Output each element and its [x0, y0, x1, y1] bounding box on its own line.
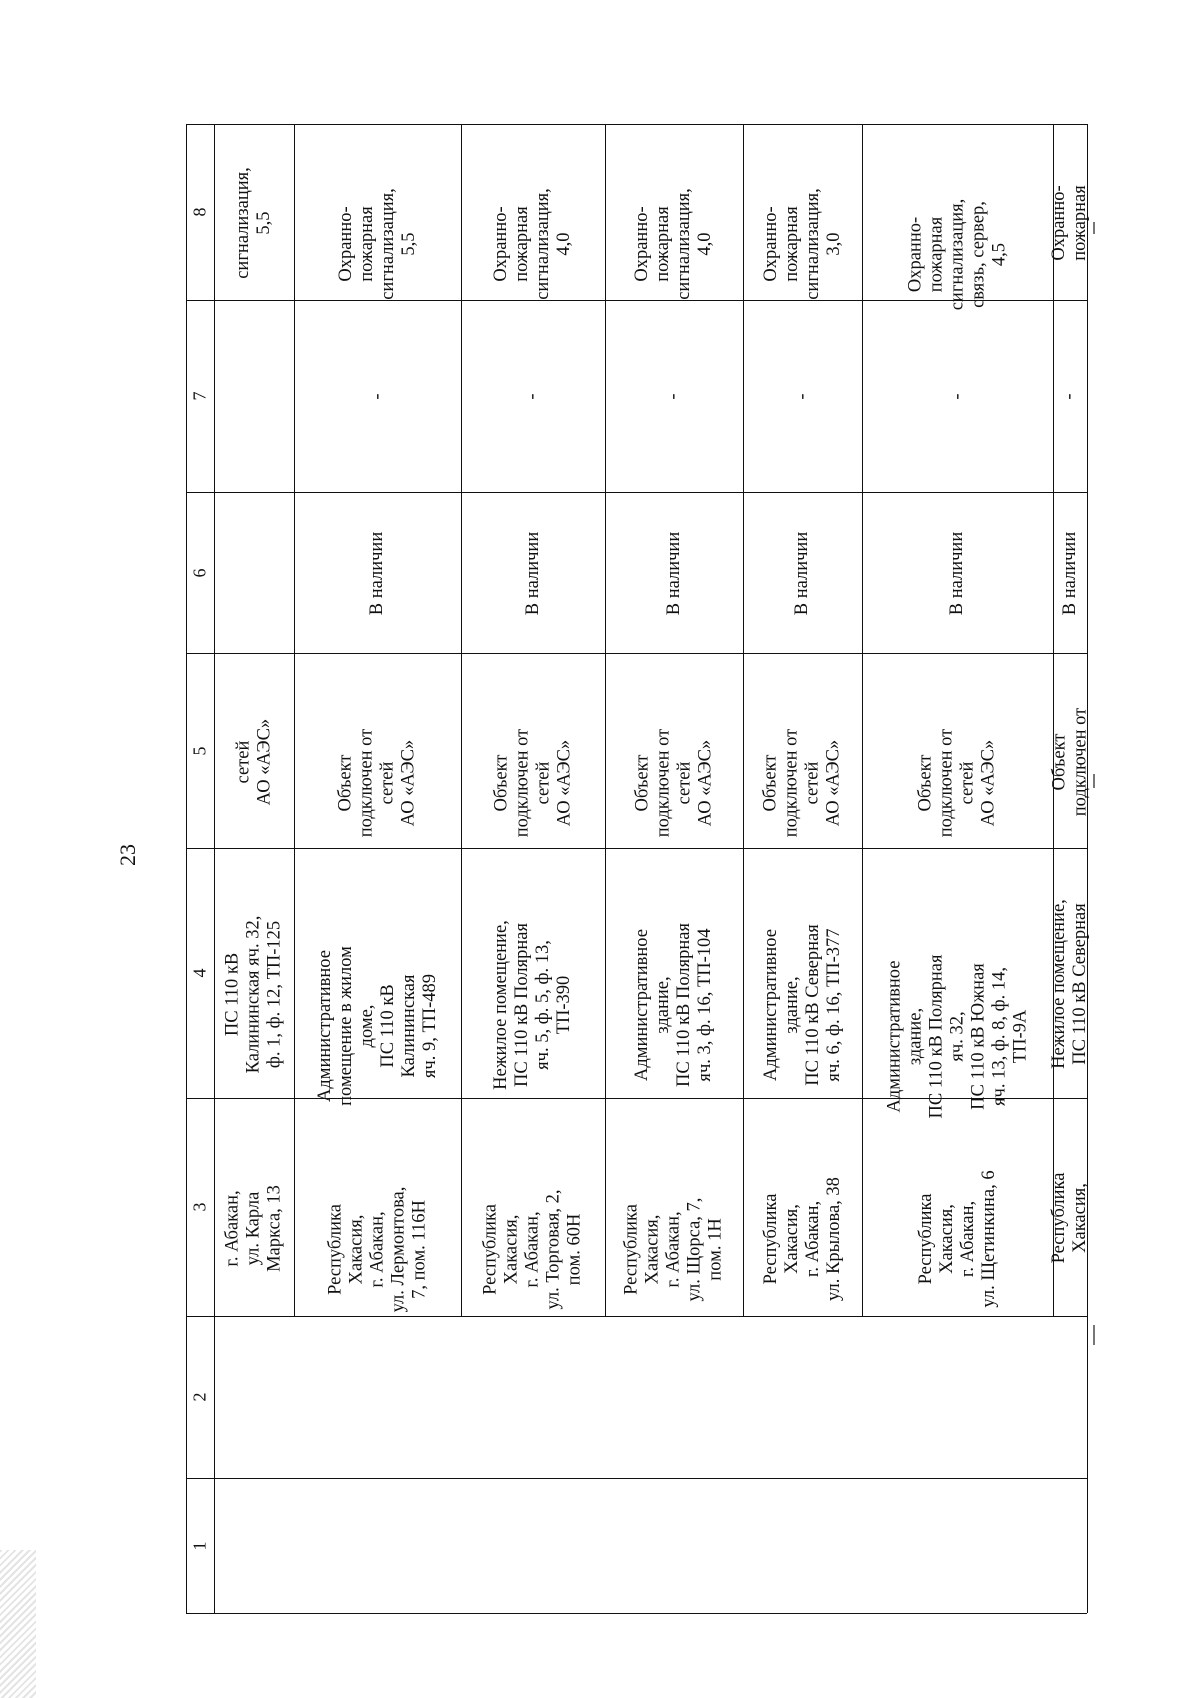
table-cell-text: - — [663, 393, 684, 400]
column-header — [186, 653, 214, 848]
table-cell — [862, 492, 1053, 653]
table-cell — [461, 300, 605, 492]
table-cell — [461, 124, 605, 300]
table-cell-text: Охранно- пожарная — [1049, 185, 1090, 261]
table-cell — [1053, 300, 1087, 492]
table-cell-text: Республика Хакасия, г. Абакан, ул. Щетинкина, 6 — [915, 1170, 999, 1308]
table-cell-text: Административное здание, ПС 110 кВ Полярная яч. 3, ф. 16, ТП-104 — [632, 923, 715, 1087]
table-rule — [186, 1478, 1087, 1479]
table-cell-text: Республика Хакасия, г. Абакан, ул. Лермонтова, 7, пом. 116Н — [325, 1186, 429, 1313]
table-cell-text: Охранно- пожарная сигнализация, 4,0 — [632, 188, 715, 300]
table-cell-text: сигнализация, 5,5 — [233, 167, 274, 279]
table-cell-text: г. Абакан, ул. Карла Маркса, 13 — [222, 1185, 285, 1272]
table-cell — [461, 1098, 605, 1316]
column-header-text: 8 — [189, 207, 210, 217]
table-cell — [605, 653, 743, 848]
column-header — [186, 1098, 214, 1316]
column-header-text: 3 — [189, 1202, 210, 1212]
table-cell — [294, 300, 461, 492]
table-cell-text: ПС 110 кВ Калининская яч. 32, ф. 1, ф. 12, ТП-125 — [222, 915, 285, 1074]
column-header — [186, 1316, 214, 1478]
table-cell-text: Объект подключен от сетей АО «АЭС» — [760, 728, 844, 837]
table-cell — [294, 492, 461, 653]
table-cell — [605, 1098, 743, 1316]
column-header-text: 1 — [189, 1541, 210, 1550]
column-header-text: 7 — [189, 391, 210, 401]
table-cell — [1053, 492, 1087, 653]
table-cell — [743, 300, 862, 492]
table-cell — [743, 848, 862, 1098]
table-cell — [294, 653, 461, 848]
table-cell-text: В наличии — [663, 531, 684, 615]
table-cell — [1049, 848, 1090, 1098]
table-cell-text: В наличии — [947, 531, 967, 615]
table-cell-text: Нежилое помещение, ПС 110 кВ Северная — [1049, 899, 1090, 1069]
column-header — [186, 1478, 214, 1613]
table-cell — [743, 1098, 862, 1316]
table-cell-text: сетей АО «АЭС» — [233, 718, 274, 805]
table-cell — [862, 653, 1053, 848]
table-cell-text: Республика Хакасия, — [1049, 1172, 1090, 1264]
table-cell — [461, 848, 605, 1098]
table-cell-text: Административное здание, ПС 110 кВ Полярная яч. 32, ПС 110 кВ Южная яч. 13, ф. 8, ф. 14, ТП-9А — [884, 954, 1030, 1119]
table-cell — [605, 848, 743, 1098]
column-header-text: 5 — [189, 746, 210, 755]
table-cell — [1049, 1098, 1090, 1316]
table-cell-text: - — [947, 393, 967, 400]
table-cell-text: Объект подключен от сетей АО «АЭС» — [335, 728, 419, 837]
table-cell-text: Административное помещение в жилом доме, ПС 110 кВ Калининская яч. 9, ТП-489 — [314, 946, 440, 1106]
column-header-text: 2 — [189, 1392, 210, 1402]
table-cell-text: Республика Хакасия, г. Абакан, ул. Торговая, 2, пом. 60Н — [480, 1189, 585, 1310]
table-cell — [294, 848, 461, 1106]
table-cell — [461, 492, 605, 653]
table-cell-text: - — [792, 393, 812, 400]
table-cell-text: Охранно- пожарная сигнализация, связь, сервер, 4,5 — [905, 198, 1009, 311]
column-header — [186, 300, 214, 492]
column-header-text: 6 — [189, 568, 210, 577]
table-cell — [605, 124, 743, 300]
table-cell-text: Республика Хакасия, г. Абакан, ул. Щорса, 7, пом. 1Н — [621, 1197, 726, 1302]
table-cell — [214, 848, 294, 1098]
column-header — [186, 492, 214, 653]
column-header — [186, 124, 214, 300]
table-cell — [294, 124, 461, 300]
table-cell — [743, 124, 862, 300]
table-cell-text: Административное здание, ПС 110 кВ Северная яч. 6, ф. 16, ТП-377 — [760, 924, 844, 1086]
table-cell-text: В наличии — [1059, 531, 1080, 615]
column-header-text: 4 — [189, 968, 210, 978]
table-cell-text: Объект подключен от сетей АО «АЭС» — [491, 728, 574, 837]
table-cell — [461, 653, 605, 848]
table-cell-text: - — [522, 393, 543, 400]
table-cell-text: В наличии — [367, 531, 387, 615]
table-cell-text: Охранно- пожарная сигнализация, 3,0 — [760, 188, 844, 300]
table-cell — [605, 492, 743, 653]
table-cell-text: Объект подключен от — [1049, 707, 1090, 816]
table-cell — [214, 1098, 294, 1316]
table-cell — [862, 124, 1053, 311]
page-number: 23 — [115, 844, 140, 866]
table-cell-text: Охранно- пожарная сигнализация, 5,5 — [335, 188, 419, 300]
table-cell-text: - — [367, 393, 387, 400]
table-cell-text: Республика Хакасия, г. Абакан, ул. Крылова, 38 — [760, 1177, 844, 1301]
table-cell-text: Охранно- пожарная сигнализация, 4,0 — [491, 188, 574, 300]
table-cell — [862, 848, 1053, 1119]
table-cell-text: В наличии — [522, 531, 543, 615]
table-cell — [1049, 653, 1090, 848]
table-cell-text: В наличии — [792, 531, 812, 615]
table-cell — [743, 492, 862, 653]
table-cell-text: Объект подключен от сетей АО «АЭС» — [632, 728, 715, 837]
table-cell-text: Нежилое помещение, ПС 110 кВ Полярная яч. 5, ф. 5, ф. 13, ТП-390 — [491, 920, 574, 1090]
table-cell-text: - — [1059, 393, 1080, 400]
table-cell — [605, 300, 743, 492]
table-cell — [214, 653, 294, 848]
column-header — [186, 848, 214, 1098]
table-cell — [214, 124, 294, 300]
table-rule — [186, 1613, 1087, 1614]
table-cell — [743, 653, 862, 848]
table-cell — [1049, 124, 1090, 300]
table-cell-text: Объект подключен от сетей АО «АЭС» — [915, 728, 999, 837]
